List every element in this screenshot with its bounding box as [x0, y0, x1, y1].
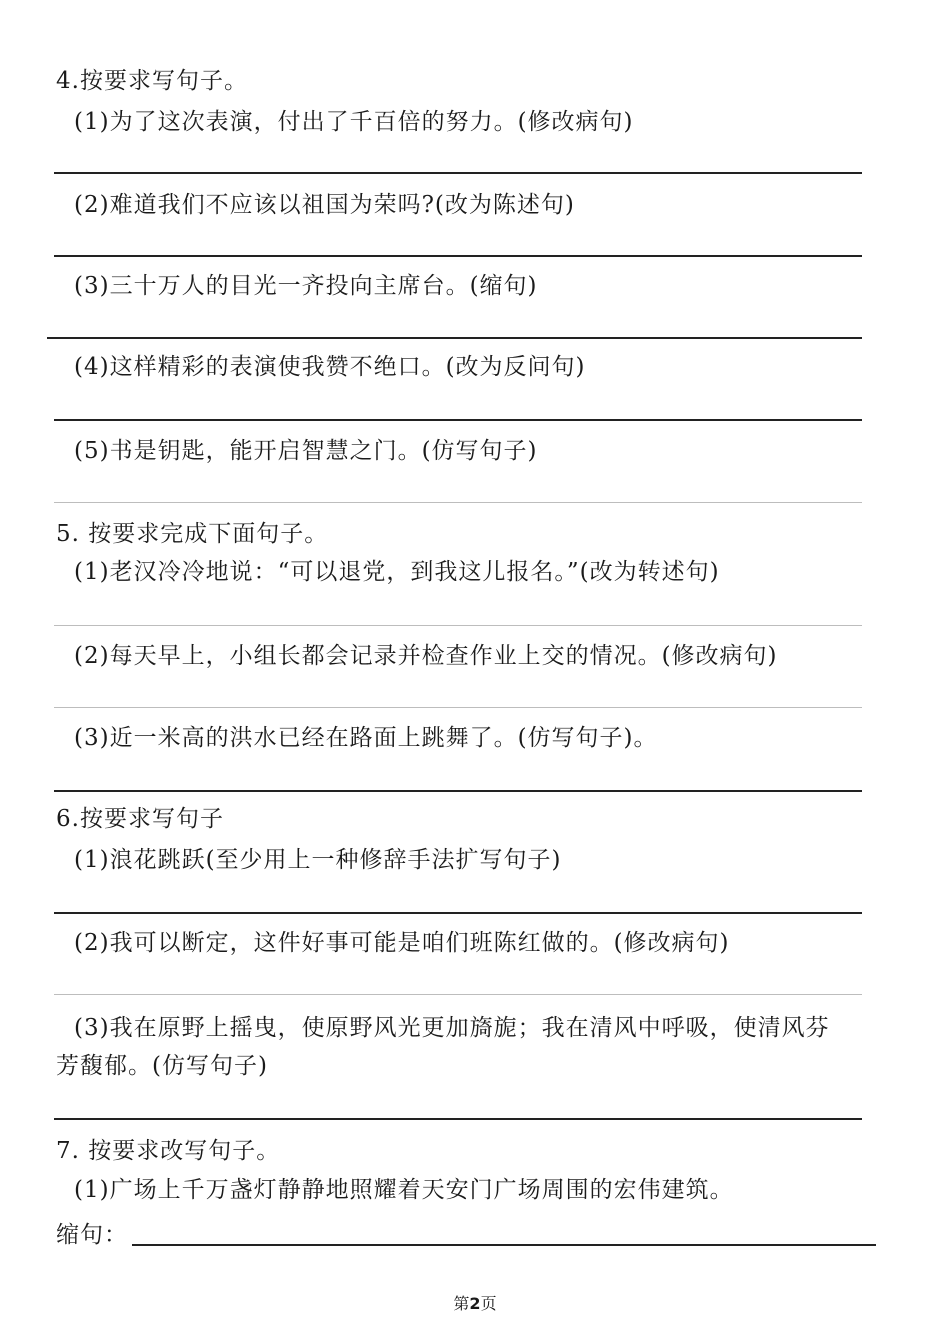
question-6-item-3-line-2: 芳馥郁。(仿写句子) [56, 1053, 268, 1079]
answer-line[interactable] [54, 1118, 862, 1120]
footer-prefix: 第 [453, 1294, 470, 1313]
answer-line[interactable] [54, 994, 862, 995]
question-5-item-3: (3)近一米高的洪水已经在路面上跳舞了。(仿写句子)。 [74, 725, 658, 751]
question-5-title: 5. 按要求完成下面句子。 [56, 521, 329, 547]
answer-line[interactable] [54, 172, 862, 174]
question-4-item-3: (3)三十万人的目光一齐投向主席台。(缩句) [74, 273, 538, 299]
answer-line[interactable] [54, 707, 862, 708]
page-footer [0, 1294, 950, 1314]
answer-line[interactable] [54, 912, 862, 914]
question-4-item-2: (2)难道我们不应该以祖国为荣吗?(改为陈述句) [74, 192, 575, 218]
question-7-item-1: (1)广场上千万盏灯静静地照耀着天安门广场周围的宏伟建筑。 [74, 1177, 734, 1203]
answer-label-shorten: 缩句： [56, 1222, 128, 1248]
question-4-title: 4.按要求写句子。 [56, 68, 248, 94]
question-6-item-3-line-1: (3)我在原野上摇曳，使原野风光更加旖旎；我在清风中呼吸，使清风芬 [74, 1015, 830, 1041]
answer-line[interactable] [47, 337, 862, 339]
question-4-item-5: (5)书是钥匙，能开启智慧之门。(仿写句子) [74, 438, 538, 464]
answer-line[interactable] [54, 255, 862, 257]
question-6-title: 6.按要求写句子 [56, 806, 224, 832]
page-number: 2 [469, 1294, 481, 1313]
answer-line[interactable] [54, 419, 862, 421]
question-5-item-1: (1)老汉冷冷地说：“可以退党，到我这儿报名。”(改为转述句) [74, 559, 720, 585]
question-4-item-4: (4)这样精彩的表演使我赞不绝口。(改为反问句) [74, 354, 586, 380]
answer-line[interactable] [54, 625, 862, 626]
answer-line[interactable] [54, 790, 862, 792]
answer-line[interactable] [54, 502, 862, 503]
footer-suffix: 页 [480, 1294, 497, 1313]
question-7-title: 7. 按要求改写句子。 [56, 1138, 281, 1164]
question-5-item-2: (2)每天早上，小组长都会记录并检查作业上交的情况。(修改病句) [74, 643, 778, 669]
question-6-item-1: (1)浪花跳跃(至少用上一种修辞手法扩写句子) [74, 847, 562, 873]
question-4-item-1: (1)为了这次表演，付出了千百倍的努力。(修改病句) [74, 109, 634, 135]
question-6-item-2: (2)我可以断定，这件好事可能是咱们班陈红做的。(修改病句) [74, 930, 730, 956]
answer-line[interactable] [132, 1244, 876, 1246]
